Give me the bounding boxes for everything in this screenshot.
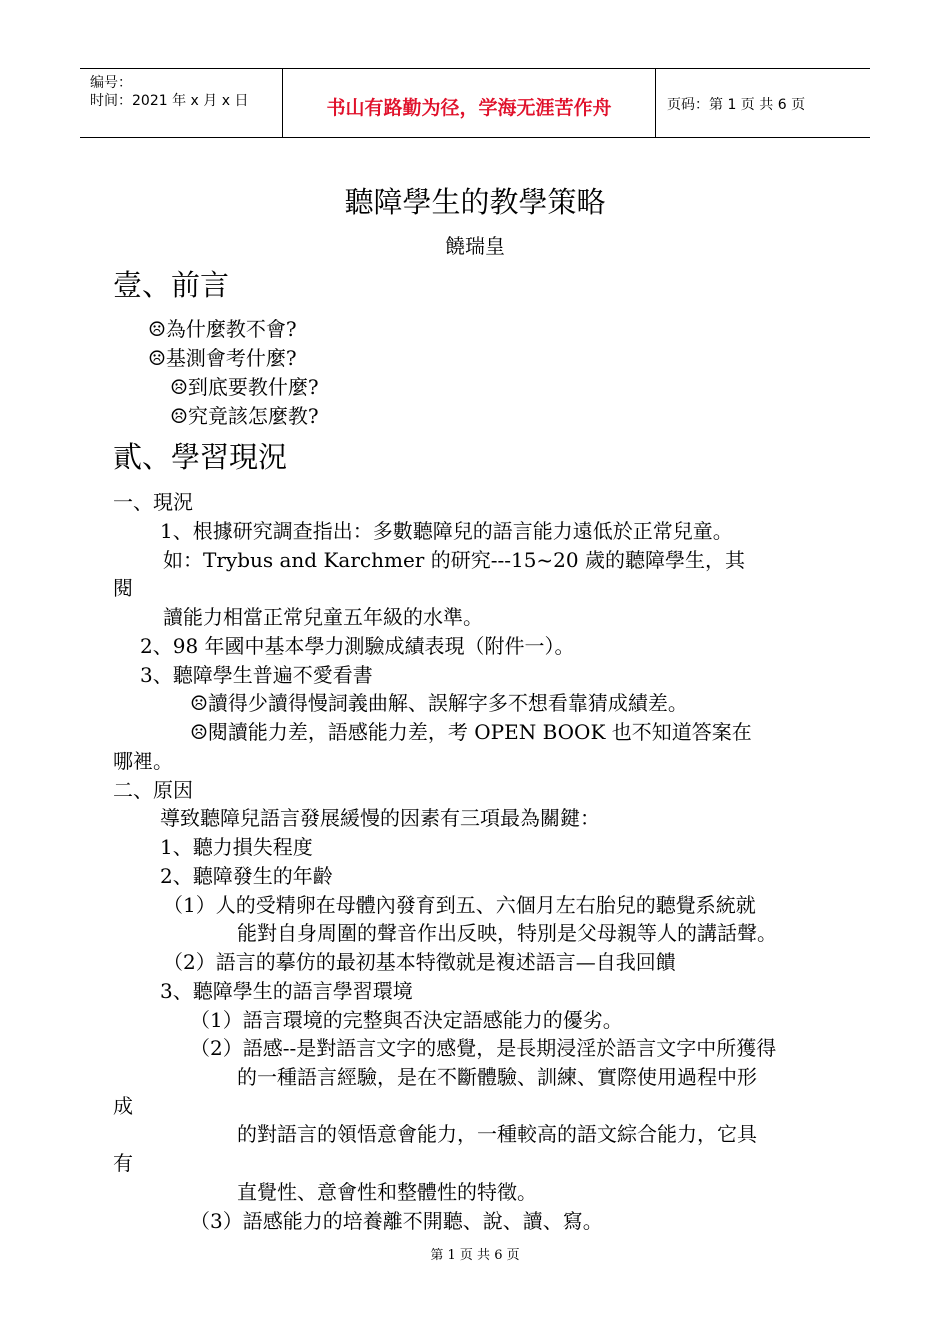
page-label: 页码：第 1 页 共 6 页	[667, 97, 806, 113]
header-page-cell	[655, 69, 870, 137]
body-line: 成	[113, 1094, 133, 1118]
body-line: 一、現況	[113, 490, 193, 514]
body-line: 3、聽障學生普遍不愛看書	[140, 663, 373, 687]
body-line: 直覺性、意會性和整體性的特徵。	[237, 1180, 537, 1204]
body-line: 哪裡。	[113, 749, 173, 773]
body-line: 能對自身周圍的聲音作出反映，特別是父母親等人的講話聲。	[237, 921, 777, 945]
body-line: 1、聽力損失程度	[160, 835, 313, 859]
body-line: ☹為什麼教不會?	[148, 317, 297, 341]
body-line: 讀能力相當正常兒童五年級的水準。	[163, 605, 483, 629]
header-table	[80, 68, 870, 138]
body-line: 的一種語言經驗，是在不斷體驗、訓練、實際使用過程中形	[237, 1065, 757, 1089]
body-line: ☹究竟該怎麼教?	[170, 404, 319, 428]
number-label: 编号：	[90, 75, 132, 91]
body-line: （1）語言環境的完整與否決定語感能力的優劣。	[190, 1008, 623, 1032]
document-title: 聽障學生的教學策略	[344, 185, 606, 219]
body-line: （2）語感--是對語言文字的感覺，是長期浸淫於語言文字中所獲得	[190, 1036, 777, 1060]
body-line: 閱	[113, 576, 133, 600]
body-line: ☹閱讀能力差，語感能力差，考 OPEN BOOK 也不知道答案在	[190, 720, 752, 744]
body-line: 有	[113, 1151, 133, 1175]
motto: 书山有路勤为径，学海无涯苦作舟	[326, 97, 612, 119]
author: 饒瑞皇	[445, 234, 505, 258]
header-meta-cell	[80, 69, 282, 137]
body-line: 1、根據研究調查指出：多數聽障兒的語言能力遠低於正常兒童。	[160, 519, 733, 543]
header-motto-cell	[282, 69, 656, 137]
body-line: ☹到底要教什麼?	[170, 375, 319, 399]
body-line: 2、聽障發生的年齡	[160, 864, 333, 888]
body-line: 二、原因	[113, 778, 193, 802]
body-line: 3、聽障學生的語言學習環境	[160, 979, 413, 1003]
body-line: （3）語感能力的培養離不開聽、說、讀、寫。	[190, 1209, 603, 1233]
section-heading: 壹、前言	[113, 268, 230, 302]
body-line: ☹讀得少讀得慢詞義曲解、誤解字多不想看靠猜成績差。	[190, 691, 688, 715]
date-label: 时间：2021 年 x 月 x 日	[90, 93, 249, 109]
page-footer: 第 1 页 共 6 页	[430, 1248, 520, 1263]
body-line: （2）語言的摹仿的最初基本特徵就是複述語言—自我回饋	[163, 950, 676, 974]
body-line: 導致聽障兒語言發展緩慢的因素有三項最為關鍵：	[160, 806, 600, 830]
body-line: （1）人的受精卵在母體內發育到五、六個月左右胎兒的聽覺系統就	[163, 893, 756, 917]
body-line: 如：Trybus and Karchmer 的研究---15~20 歲的聽障學生，其	[163, 548, 745, 572]
section-heading: 貳、學習現況	[113, 440, 288, 474]
body-line: 2、98 年國中基本學力測驗成績表現（附件一）。	[140, 634, 575, 658]
body-line: 的對語言的領悟意會能力，一種較高的語文綜合能力，它具	[237, 1122, 757, 1146]
body-line: ☹基測會考什麼?	[148, 346, 297, 370]
